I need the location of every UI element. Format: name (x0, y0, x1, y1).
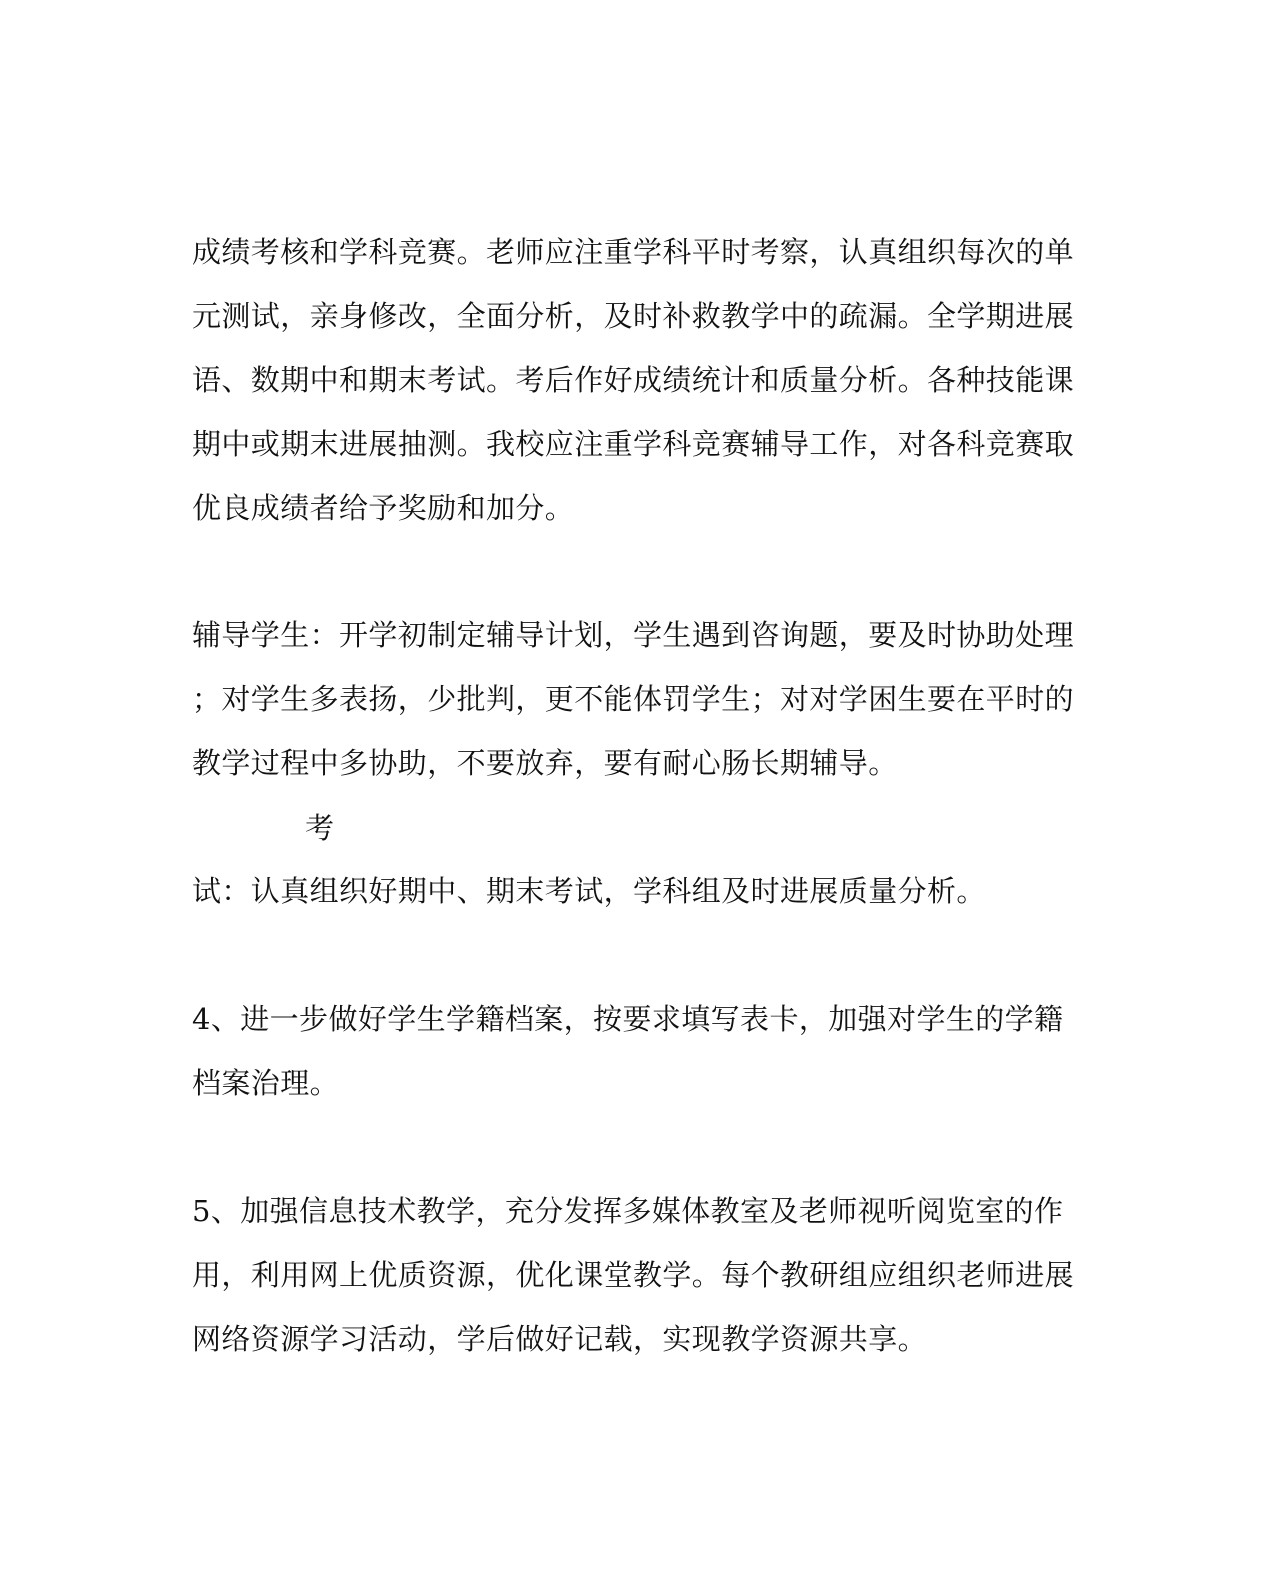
text-line: 优良成绩者给予奖励和加分。 (192, 491, 575, 525)
text-line: 网络资源学习活动，学后做好记载，实现教学资源共享。 (192, 1322, 928, 1356)
text-line: 5、加强信息技术教学，充分发挥多媒体教室及老师视听阅览室的作 (192, 1194, 1064, 1228)
text-line: 试：认真组织好期中、期末考试，学科组及时进展质量分析。 (192, 874, 986, 908)
text-line: 档案治理。 (192, 1066, 340, 1100)
text-line: 用，利用网上优质资源，优化课堂教学。每个教研组应组织老师进展 (192, 1258, 1075, 1292)
text-line: 辅导学生：开学初制定辅导计划，学生遇到咨询题，要及时协助处理 (192, 618, 1075, 652)
text-line: 4、进一步做好学生学籍档案，按要求填写表卡，加强对学生的学籍 (192, 1002, 1064, 1036)
text-line: ；对学生多表扬，少批判，更不能体罚学生；对对学困生要在平时的 (192, 682, 1075, 716)
text-line: 教学过程中多协助，不要放弃，要有耐心肠长期辅导。 (192, 746, 898, 780)
text-line: 期中或期末进展抽测。我校应注重学科竞赛辅导工作，对各科竞赛取 (192, 427, 1075, 461)
text-line: 语、数期中和期末考试。考后作好成绩统计和质量分析。各种技能课 (192, 363, 1075, 397)
text-line: 元测试，亲身修改，全面分析，及时补救教学中的疏漏。全学期进展 (192, 299, 1075, 333)
text-line: 考 (305, 811, 335, 845)
text-line: 成绩考核和学科竞赛。老师应注重学科平时考察，认真组织每次的单 (192, 235, 1075, 269)
